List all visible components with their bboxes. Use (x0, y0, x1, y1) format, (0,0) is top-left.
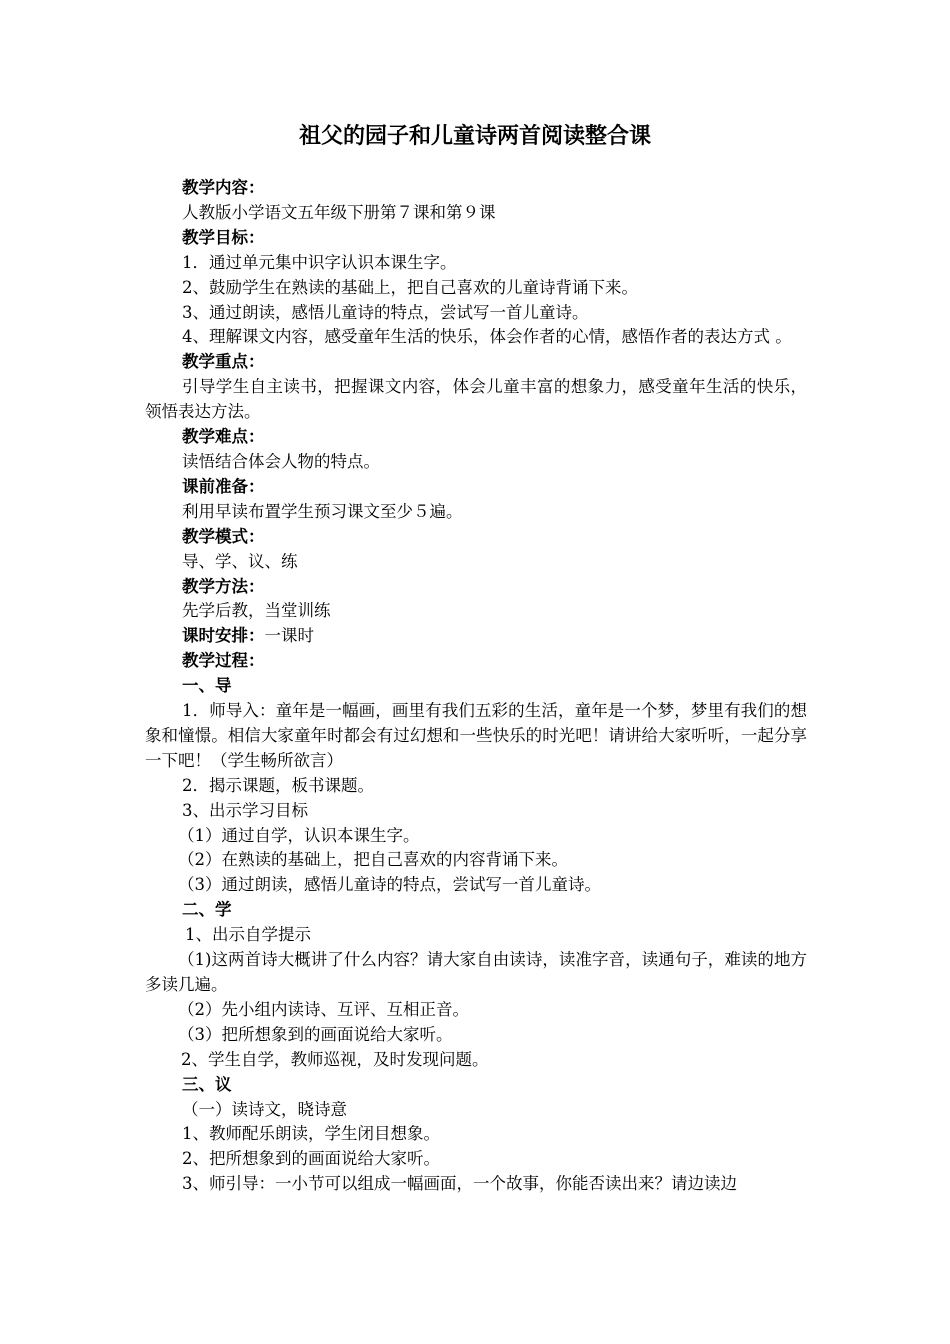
part1-item: 3、出示学习目标 (182, 800, 308, 820)
difficulty-text: 读悟结合体会人物的特点。 (182, 451, 380, 471)
part1-heading: 一、导 (182, 676, 232, 696)
section-heading-prep: 课前准备： (182, 476, 265, 496)
part2-item: （3）把所想象到的画面说给大家听。 (178, 1024, 453, 1044)
goal-item: 1．通过单元集中识字认识本课生字。 (182, 252, 457, 272)
content-text: 人教版小学语文五年级下册第７课和第９课 (182, 202, 496, 222)
method-text: 先学后教，当堂训练 (182, 601, 331, 621)
section-heading-goals: 教学目标： (182, 227, 265, 247)
part3-heading: 三、议 (182, 1074, 232, 1094)
part2-item: （1)这两首诗大概讲了什么内容？请大家自由读诗，读准字音，读通句子，难读的地方多读几遍。 (145, 950, 807, 994)
part2-item: 1、出示自学提示 (185, 925, 311, 945)
goal-item: 3、通过朗读，感悟儿童诗的特点，尝试写一首儿童诗。 (182, 302, 589, 322)
document-body (145, 176, 807, 1197)
section-heading-key: 教学重点： (182, 352, 265, 372)
mode-text: 导、学、议、练 (182, 551, 298, 571)
prep-text: 利用早读布置学生预习课文至少５遍。 (182, 501, 463, 521)
section-heading-process: 教学过程： (182, 651, 265, 671)
time-line (145, 624, 807, 649)
time-text: 一课时 (264, 626, 314, 646)
part3-item: 2、把所想象到的画面说给大家听。 (182, 1149, 440, 1169)
part1-item: （2）在熟读的基础上，把自己喜欢的内容背诵下来。 (178, 850, 568, 870)
part3-item: 3、师引导：一小节可以组成一幅画面，一个故事，你能否读出来？请边读边 (182, 1174, 737, 1194)
section-heading-difficulty: 教学难点： (182, 427, 265, 447)
section-heading-content: 教学内容： (182, 178, 265, 197)
part1-item: 1．师导入：童年是一幅画，画里有我们五彩的生活，童年是一个梦，梦里有我们的想象和憧憬。相信大家童年时都会有过幻想和一些快乐的时光吧！请讲给大家听听，一起分享一下吧！（学生畅所欲言） (145, 701, 807, 770)
part3-item: 1、教师配乐朗读，学生闭目想象。 (182, 1124, 440, 1144)
goal-item: 2、鼓励学生在熟读的基础上，把自己喜欢的儿童诗背诵下来。 (182, 277, 638, 297)
key-text: 引导学生自主读书，把握课文内容，体会儿童丰富的想象力，感受童年生活的快乐，领悟表达方法。 (145, 377, 807, 422)
document-title: 祖父的园子和儿童诗两首阅读整合课 (298, 123, 651, 149)
section-heading-mode: 教学模式： (182, 526, 265, 546)
part2-item: 2、学生自学，教师巡视，及时发现问题。 (181, 1049, 489, 1069)
part1-item: （1）通过自学，认识本课生字。 (178, 825, 420, 845)
goal-item: 4、理解课文内容，感受童年生活的快乐，体会作者的心情，感悟作者的表达方式 。 (182, 327, 792, 347)
part2-item: （2）先小组内读诗、互评、互相正音。 (178, 999, 469, 1019)
section-heading-method: 教学方法： (182, 576, 265, 596)
section-heading-time: 课时安排： (182, 626, 265, 646)
part1-item: （3）通过朗读，感悟儿童诗的特点，尝试写一首儿童诗。 (178, 875, 601, 895)
part3-item: （一）读诗文，晓诗意 (182, 1099, 347, 1119)
part1-item: 2．揭示课题，板书课题。 (182, 775, 374, 795)
part2-heading: 二、学 (182, 900, 232, 920)
